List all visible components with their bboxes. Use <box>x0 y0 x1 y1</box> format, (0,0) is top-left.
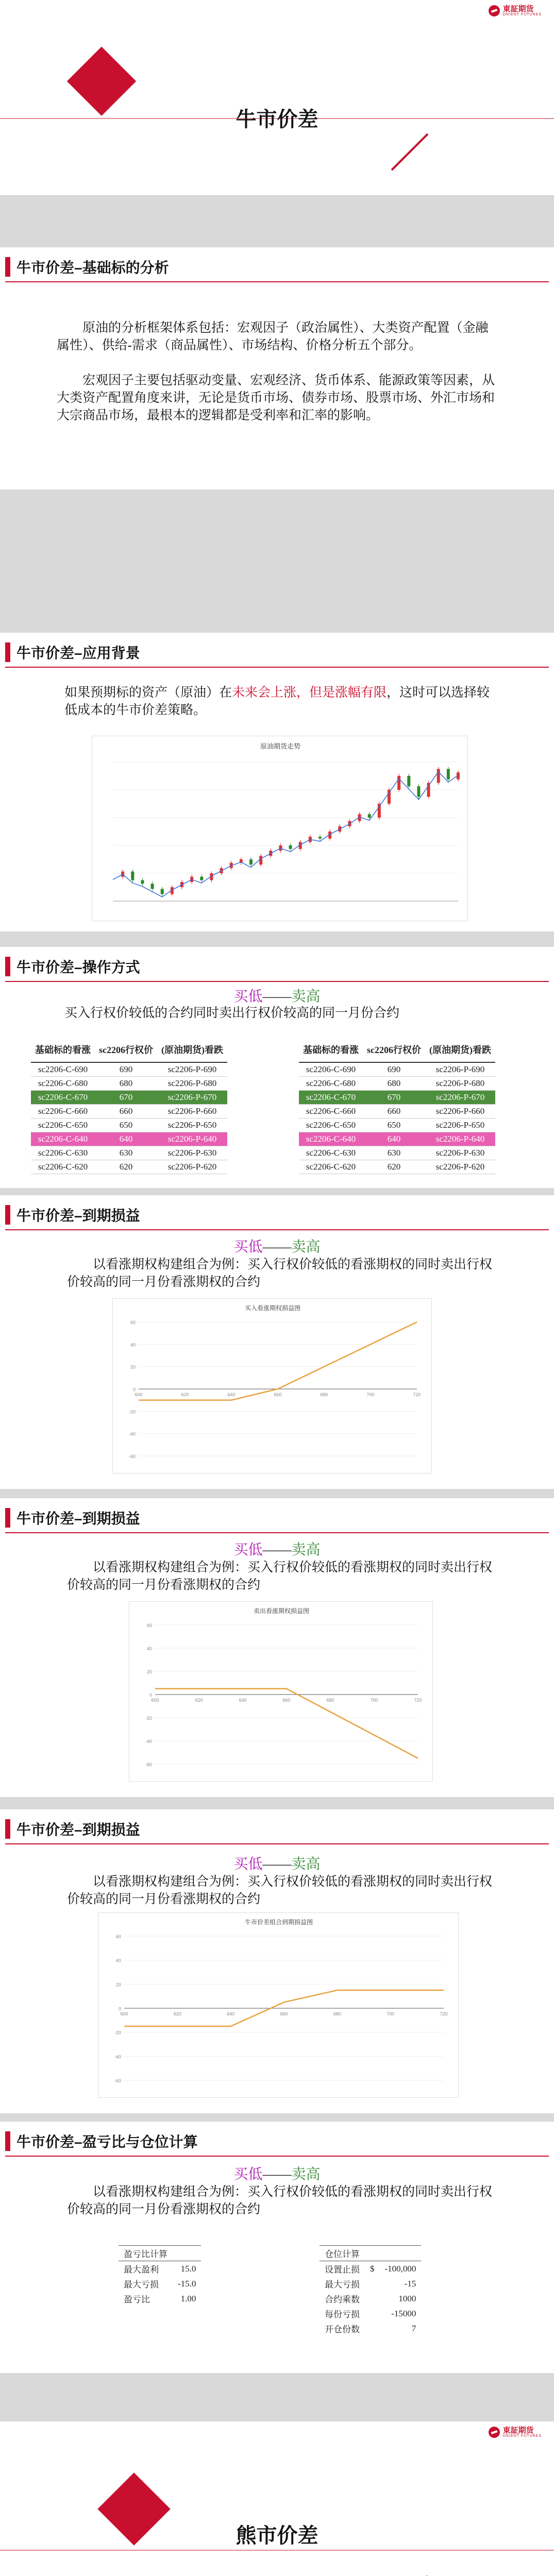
table-cell: 680 <box>95 1076 157 1090</box>
table-cell: sc2206-P-690 <box>157 1062 227 1076</box>
table-cell: sc2206-C-630 <box>31 1146 95 1160</box>
slide-bull-operation <box>0 947 554 1188</box>
table-cell: sc2206-C-660 <box>31 1104 95 1118</box>
brand-sub: ORIENT FUTURES <box>502 13 542 16</box>
table-cell: sc2206-C-670 <box>299 1090 363 1104</box>
buy-label: 买低 <box>233 989 263 1005</box>
payoff-chart-svg <box>98 1913 459 2098</box>
table-cell: sc2206-C-620 <box>31 1160 95 1174</box>
tick-label: -20 <box>145 1716 152 1721</box>
chart-title: 原油期货走势 <box>260 742 301 750</box>
table-row <box>31 1062 227 1076</box>
calc-row <box>119 2276 201 2291</box>
dash: —— <box>262 1542 292 1558</box>
tick-label: 620 <box>173 2011 181 2016</box>
buy-label: 买低 <box>233 1239 263 1255</box>
table-cell: sc2206-C-690 <box>31 1062 95 1076</box>
tick-label: 0 <box>132 1387 136 1392</box>
table-cell: sc2206-C-680 <box>31 1076 95 1090</box>
tick-label: 40 <box>146 1646 152 1651</box>
table-cell: 640 <box>95 1132 157 1146</box>
option-table-left <box>31 1038 227 1174</box>
title-bar <box>5 2131 10 2151</box>
calc-row <box>320 2261 421 2277</box>
table-cell: 690 <box>95 1062 157 1076</box>
title-bar <box>5 1819 10 1839</box>
tick-label: 600 <box>135 1392 143 1397</box>
brand-sub: ORIENT FUTURES <box>502 2434 542 2438</box>
table-cell: sc2206-C-640 <box>31 1132 95 1146</box>
chart-title: 牛市价差组合到期损益图 <box>244 1919 313 1926</box>
table-row <box>299 1132 495 1146</box>
table-cell: sc2206-P-650 <box>157 1118 227 1132</box>
table-cell: sc2206-P-680 <box>157 1076 227 1090</box>
table-cell: sc2206-P-640 <box>425 1132 495 1146</box>
title-bar <box>5 642 10 662</box>
text: 如果预期标的资产（原油）在 <box>64 686 232 700</box>
tick-label: -20 <box>114 2030 121 2036</box>
tick-label: -20 <box>128 1409 136 1415</box>
table-cell: 650 <box>363 1118 425 1132</box>
title-bar <box>5 1508 10 1528</box>
column-header: (原油期货)看跌 <box>425 1038 495 1062</box>
table-cell: sc2206-C-630 <box>299 1146 363 1160</box>
tick-label: -60 <box>145 1762 152 1767</box>
table-row <box>299 1076 495 1090</box>
candle-body <box>378 804 381 818</box>
option-table-right <box>299 1038 495 1174</box>
tick-label: 680 <box>326 1698 334 1703</box>
table-cell: sc2206-P-650 <box>425 1118 495 1132</box>
slide-bull-calc <box>0 2122 554 2373</box>
strategy-label <box>0 1541 554 1559</box>
highlight: 未来会上涨，但是涨幅有限 <box>232 686 387 700</box>
candle-body <box>200 877 203 880</box>
table-row <box>299 1090 495 1104</box>
description: 以看涨期权构建组合为例：买入行权价较低的看涨期权的同时卖出行权价较高的同一月份看涨期权的合约 <box>67 2185 493 2216</box>
tick-label: 680 <box>320 1392 328 1397</box>
tick-label: 660 <box>282 1698 291 1703</box>
table-cell: 660 <box>363 1104 425 1118</box>
calc-cell: 15.0 <box>180 2263 196 2274</box>
tick-label: 640 <box>227 2011 235 2016</box>
table-row <box>31 1146 227 1160</box>
cover-title: 熊市价差 <box>236 2524 318 2547</box>
calc-cell: 合约乘数 <box>325 2295 360 2304</box>
dash: —— <box>262 1239 292 1255</box>
strategy-label <box>0 988 554 1006</box>
calc-cell: 盈亏比 <box>124 2295 150 2304</box>
table-cell: sc2206-P-620 <box>157 1160 227 1174</box>
calc-row <box>119 2291 201 2306</box>
table-cell: 640 <box>363 1132 425 1146</box>
tick-label: 720 <box>440 2011 448 2016</box>
price-chart <box>92 736 468 921</box>
tick-label: -40 <box>145 1739 152 1744</box>
slide-bull-expiry-3 <box>0 1809 554 2113</box>
calc-row <box>119 2246 201 2261</box>
column-header: 基础标的看涨 <box>31 1038 95 1062</box>
tick-label: 60 <box>115 1934 121 1939</box>
strategy-label <box>0 2166 554 2183</box>
slide-title: 牛市价差–应用背景 <box>16 645 140 661</box>
chart-title: 卖出看涨期权损益图 <box>253 1607 310 1615</box>
tick-label: 700 <box>370 1698 378 1703</box>
tick-label: 700 <box>387 2011 395 2016</box>
calc-cell: 开仓份数 <box>325 2325 360 2334</box>
payoff-line <box>139 1322 417 1400</box>
tick-label: 720 <box>413 1392 421 1397</box>
title-underline <box>5 2156 549 2157</box>
payoff-chart-svg <box>129 1602 433 1782</box>
candle-body <box>388 790 391 804</box>
table-cell: 690 <box>363 1062 425 1076</box>
table-row <box>299 1118 495 1132</box>
calc-cell <box>365 2321 380 2336</box>
calc-cell <box>380 2246 422 2261</box>
table-row <box>299 1104 495 1118</box>
table-cell: sc2206-C-650 <box>31 1118 95 1132</box>
table-cell: sc2206-P-660 <box>425 1104 495 1118</box>
tick-label: 640 <box>239 1698 247 1703</box>
buy-label: 买低 <box>233 1856 263 1872</box>
table-row <box>31 1090 227 1104</box>
candle-body <box>447 769 450 779</box>
tick-label: 40 <box>115 1958 121 1963</box>
calc-cell: -100,000 <box>384 2263 416 2274</box>
candle-body <box>427 783 430 797</box>
tick-label: -60 <box>114 2078 121 2083</box>
sell-label: 卖高 <box>291 989 321 1005</box>
title-underline <box>5 1843 549 1844</box>
candle-body <box>249 859 253 865</box>
table-cell: 650 <box>95 1118 157 1132</box>
table-cell: sc2206-C-660 <box>299 1104 363 1118</box>
title-bar <box>5 957 10 976</box>
table-cell: 670 <box>95 1090 157 1104</box>
dash: —— <box>262 1856 292 1872</box>
paragraph: 原油的分析框架体系包括：宏观因子（政治属性）、大类资产配置（金融属性）、供给-需求（商品属性）、市场结构、价格分析五个部分。 <box>57 321 489 352</box>
brand-name: 東証期货 <box>502 5 534 13</box>
table-cell: sc2206-C-650 <box>299 1118 363 1132</box>
title-bar <box>5 257 10 277</box>
calc-cell: $ <box>370 2263 375 2274</box>
tick-label: 660 <box>274 1392 282 1397</box>
calc-cell: 7 <box>411 2323 416 2333</box>
calc-cell <box>365 2246 380 2261</box>
slide-bull-expiry-1 <box>0 1195 554 1489</box>
calc-cell: 1000 <box>398 2293 416 2303</box>
calc-cell: 最大亏损 <box>325 2280 360 2290</box>
calc-cell: -15 <box>404 2278 416 2289</box>
table-row <box>31 1132 227 1146</box>
slide-title: 牛市价差–基础标的分析 <box>16 260 169 276</box>
calc-cell: 盈亏比计算 <box>119 2246 173 2261</box>
series-line <box>113 772 458 897</box>
strategy-label <box>0 1856 554 1873</box>
dash: —— <box>262 2166 292 2182</box>
tick-label: -40 <box>128 1431 136 1437</box>
chart-title: 买入看涨期权损益图 <box>244 1304 301 1312</box>
candle-body <box>417 786 420 796</box>
candle-body <box>161 889 164 894</box>
tick-label: 660 <box>280 2011 288 2016</box>
column-header: sc2206行权价 <box>363 1038 425 1062</box>
table-row <box>299 1146 495 1160</box>
calc-cell: -15000 <box>391 2308 416 2318</box>
candle-body <box>318 837 322 838</box>
calc-cell <box>173 2246 201 2261</box>
description: 以看涨期权构建组合为例：买入行权价较低的看涨期权的同时卖出行权价较高的同一月份看涨期权的合约 <box>67 1561 493 1592</box>
table-cell: sc2206-P-640 <box>157 1132 227 1146</box>
table-cell: 660 <box>95 1104 157 1118</box>
description: 买入行权价较低的合约同时卖出行权价较高的同一月份合约 <box>64 1006 400 1020</box>
paragraph <box>64 684 492 719</box>
calc-cell: 最大亏损 <box>124 2280 159 2290</box>
brand-name: 東証期货 <box>502 2426 534 2435</box>
sell-label: 卖高 <box>291 1856 321 1872</box>
calc-cell <box>365 2306 380 2321</box>
table-cell: 670 <box>363 1090 425 1104</box>
tick-label: 620 <box>195 1698 203 1703</box>
table-cell: sc2206-C-670 <box>31 1090 95 1104</box>
column-header: 基础标的看涨 <box>299 1038 363 1062</box>
tick-label: 0 <box>118 2006 121 2011</box>
sell-label: 卖高 <box>291 1542 321 1558</box>
tick-label: 60 <box>146 1623 152 1628</box>
table-row <box>299 1160 495 1174</box>
calc-cell: 设置止损 <box>325 2265 360 2275</box>
table-row <box>299 1062 495 1076</box>
calc-cell: 最大盈利 <box>124 2265 159 2275</box>
paragraph: 宏观因子主要包括驱动变量、宏观经济、货币体系、能源政策等因素，从大类资产配置角度来讲，无论是货币市场、债券市场、股票市场、外汇市场和大宗商品市场，最根本的逻辑都是受利率和汇率的影响。 <box>57 374 495 422</box>
description: 以看涨期权构建组合为例：买入行权价较低的看涨期权的同时卖出行权价较高的同一月份看涨期权的合约 <box>67 1875 493 1906</box>
table-row <box>31 1118 227 1132</box>
tick-label: -60 <box>128 1454 136 1459</box>
tick-label: 720 <box>414 1698 422 1703</box>
table-cell: 680 <box>363 1076 425 1090</box>
tick-label: 600 <box>120 2011 128 2016</box>
table-cell: sc2206-P-620 <box>425 1160 495 1174</box>
tick-label: 700 <box>366 1392 375 1397</box>
tick-label: 680 <box>333 2011 341 2016</box>
table-cell: sc2206-C-680 <box>299 1076 363 1090</box>
calc-cell: 1.00 <box>180 2293 196 2303</box>
candle-body <box>151 884 154 889</box>
cover-decoration <box>0 2421 554 2576</box>
table-cell: sc2206-P-670 <box>425 1090 495 1104</box>
candle-body <box>289 845 292 849</box>
table-cell: 620 <box>95 1160 157 1174</box>
table-cell: sc2206-P-630 <box>425 1146 495 1160</box>
table-cell: 620 <box>363 1160 425 1174</box>
table-row <box>31 1160 227 1174</box>
table-row <box>31 1076 227 1090</box>
dash: —— <box>262 989 292 1005</box>
tick-label: -40 <box>114 2054 121 2060</box>
calc-row <box>320 2306 421 2321</box>
cover-title: 牛市价差 <box>236 108 318 131</box>
sell-label: 卖高 <box>291 1239 321 1255</box>
table-cell: sc2206-C-640 <box>299 1132 363 1146</box>
payoff-chart <box>112 1298 432 1473</box>
calc-cell: 仓位计算 <box>320 2246 365 2261</box>
table-cell: sc2206-P-690 <box>425 1062 495 1076</box>
table-cell: 630 <box>363 1146 425 1160</box>
calc-row <box>320 2321 421 2336</box>
tick-label: 40 <box>130 1342 136 1348</box>
title-underline <box>5 1532 549 1533</box>
payoff-chart-svg <box>113 1299 432 1474</box>
payoff-chart <box>129 1601 433 1782</box>
column-header: sc2206行权价 <box>95 1038 157 1062</box>
candle-body <box>131 872 134 880</box>
cover-decoration <box>0 0 554 196</box>
text: ，这时可以选择较低成本的牛市价差策略。 <box>64 686 490 717</box>
calc-cell: 每份亏损 <box>325 2310 360 2319</box>
slide-title: 牛市价差–盈亏比与仓位计算 <box>16 2134 198 2150</box>
slide-title: 牛市价差–到期损益 <box>16 1208 140 1224</box>
title-underline <box>5 667 549 668</box>
calc-row <box>320 2276 421 2291</box>
title-underline <box>5 1229 549 1230</box>
candle-body <box>368 814 371 818</box>
candle-body <box>407 776 410 786</box>
price-chart-svg <box>92 736 468 922</box>
title-underline <box>5 281 549 282</box>
table-cell: 630 <box>95 1146 157 1160</box>
calc-cell <box>365 2276 380 2291</box>
sell-label: 卖高 <box>291 2166 321 2182</box>
position-table <box>320 2245 421 2336</box>
slide-title: 牛市价差–操作方式 <box>16 959 140 975</box>
calc-row <box>119 2261 201 2277</box>
table-cell: sc2206-P-670 <box>157 1090 227 1104</box>
buy-label: 买低 <box>233 1542 263 1558</box>
title-underline <box>5 981 549 982</box>
table-cell: sc2206-P-680 <box>425 1076 495 1090</box>
column-header: (原油期货)看跌 <box>157 1038 227 1062</box>
slide-bull-application <box>0 633 554 931</box>
title-bar <box>5 1205 10 1225</box>
table-cell: sc2206-C-620 <box>299 1160 363 1174</box>
candle-body <box>397 776 400 790</box>
buy-label: 买低 <box>233 2166 263 2182</box>
tick-label: 60 <box>130 1320 136 1325</box>
table-cell: sc2206-P-630 <box>157 1146 227 1160</box>
cover-slide-bear <box>0 2421 554 2576</box>
table-row <box>31 1104 227 1118</box>
tick-label: 620 <box>181 1392 189 1397</box>
payoff-chart <box>98 1912 459 2098</box>
slide-title: 牛市价差–到期损益 <box>16 1511 140 1527</box>
slide-bull-expiry-2 <box>0 1498 554 1797</box>
table-cell: sc2206-C-690 <box>299 1062 363 1076</box>
candle-body <box>437 769 440 783</box>
tick-label: 20 <box>115 1982 121 1988</box>
tick-label: 20 <box>130 1364 136 1370</box>
ratio-table <box>119 2245 201 2306</box>
tick-label: 20 <box>146 1669 152 1674</box>
candle-body <box>141 880 144 884</box>
calc-cell <box>365 2291 380 2306</box>
tick-label: 600 <box>151 1698 159 1703</box>
tick-label: 640 <box>227 1392 236 1397</box>
slide-title: 牛市价差–到期损益 <box>16 1822 140 1838</box>
calc-cell: -15.0 <box>178 2278 196 2289</box>
description: 以看涨期权构建组合为例：买入行权价较低的看涨期权的同时卖出行权价较高的同一月份看涨期权的合约 <box>67 1258 493 1289</box>
calc-row <box>320 2291 421 2306</box>
calc-row <box>320 2246 421 2261</box>
strategy-label <box>0 1239 554 1256</box>
cover-slide-bull <box>0 0 554 196</box>
candle-body <box>259 856 262 865</box>
tick-label: 0 <box>149 1692 152 1698</box>
table-cell: sc2206-P-660 <box>157 1104 227 1118</box>
slide-basis <box>0 247 554 489</box>
